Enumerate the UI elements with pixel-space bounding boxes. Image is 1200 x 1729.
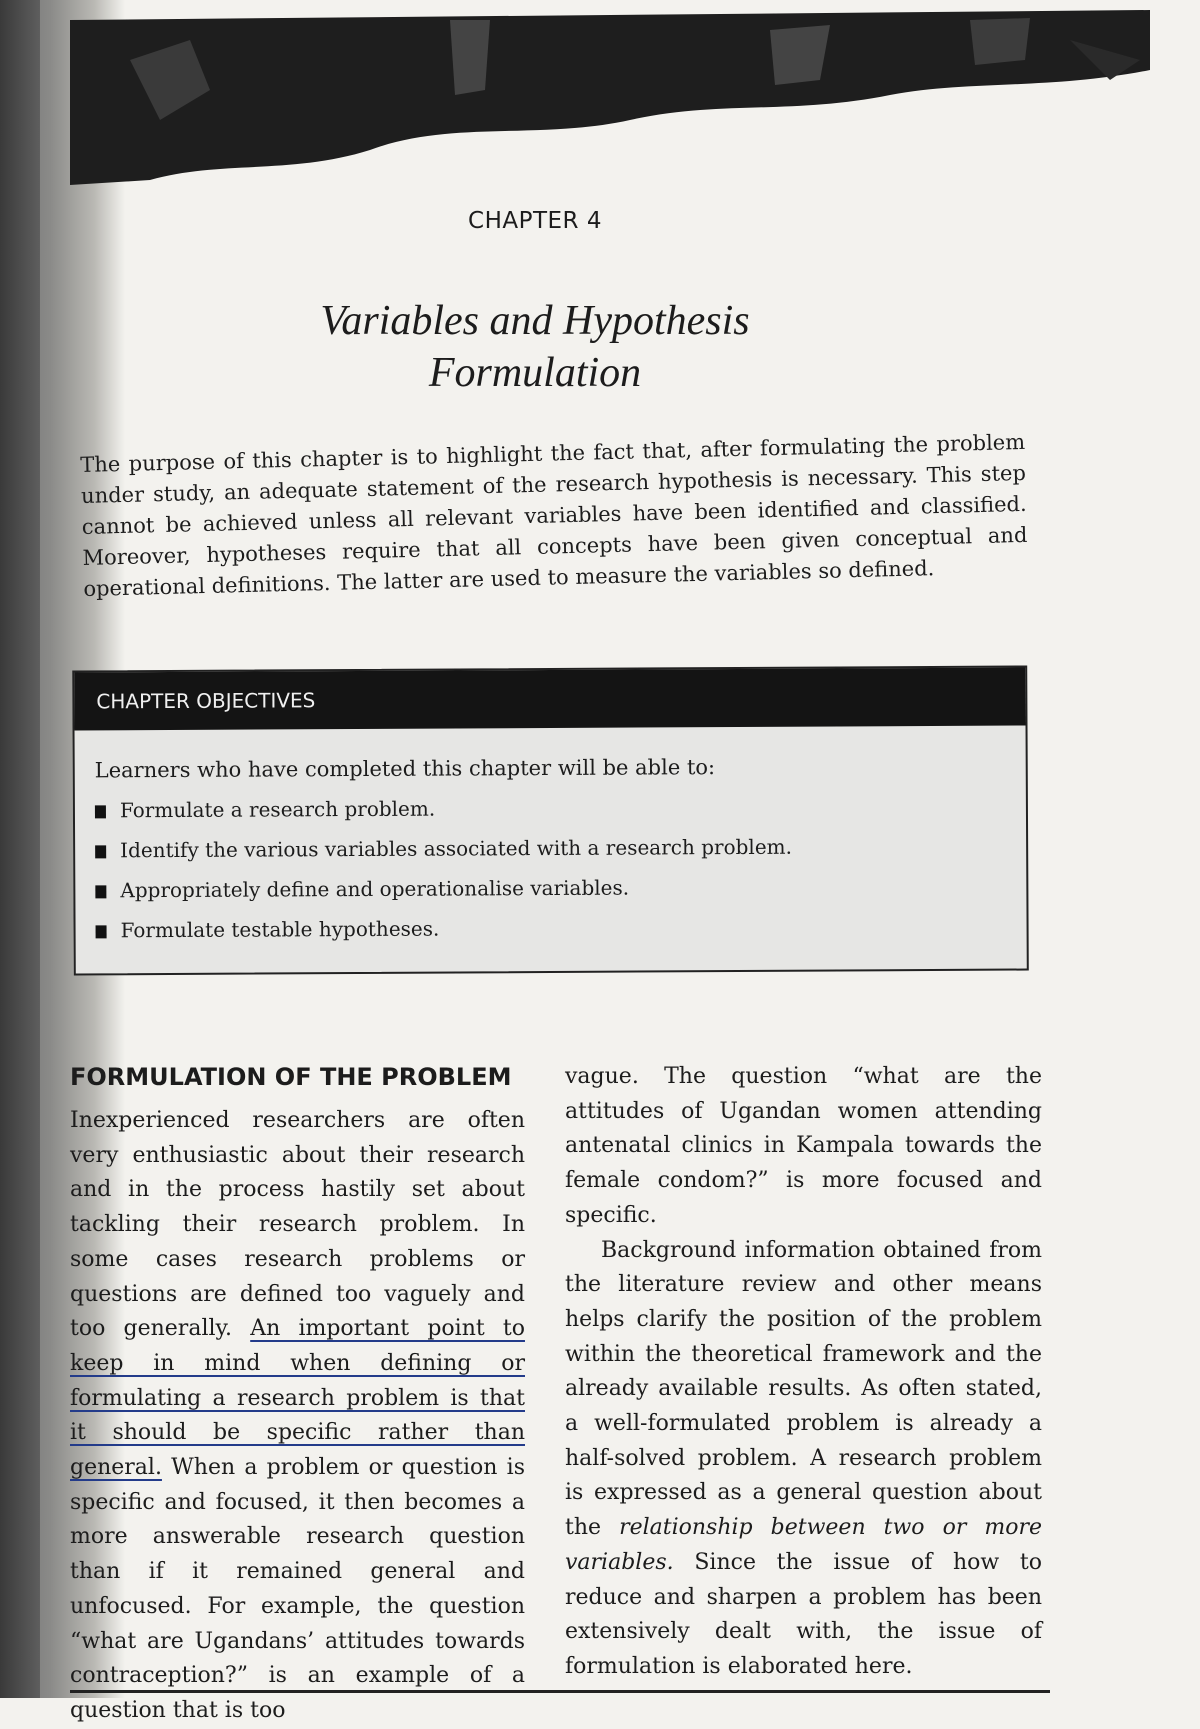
section-heading: FORMULATION OF THE PROBLEM <box>70 1063 512 1091</box>
underlined-key-point: An important point to keep in mind when defining or formulating a research problem is that it should be specific rather than general. <box>70 1316 525 1481</box>
objective-item <box>95 866 1026 911</box>
right-paragraph-2-end: Since the issue of how to reduce and sharpen a problem has been extensively dealt with, the issue of formulation is elaborated here. <box>565 1549 1042 1679</box>
chapter-label: CHAPTER 4 <box>468 208 602 234</box>
chapter-title <box>0 295 1070 399</box>
left-paragraph-start: Inexperienced researchers are often very enthusiastic about their research and in the process hastily set about tackling their research problem. In some cases research problems or questions are defined too vaguely and too generally. <box>70 1108 525 1342</box>
objective-text: Appropriately define and operationalise variables. <box>120 875 630 903</box>
objective-item <box>95 906 1026 951</box>
square-bullet-icon <box>96 925 107 938</box>
chapter-introduction: The purpose of this chapter is to highlight the fact that, after formulating the problem under study, an adequate statement of the research hypothesis is necessary. This step cannot be achieved unless all relevant variables have been identified and classified. Moreover, hypotheses require that all concepts have been given conceptual and operational definitions. The latter are used to measure the variables so defined. <box>80 429 1028 601</box>
right-paragraph-1: vague. The question “what are the attitudes of Ugandan women attending antenatal clinics in Kampala towards the female condom?” is more focused and specific. <box>565 1064 1042 1228</box>
right-paragraph-2 <box>565 1234 1042 1685</box>
right-paragraph-2-italic: relationship between two or more variables. <box>565 1515 1042 1575</box>
left-paragraph-end: When a problem or question is specific and focused, it then becomes a more answerable research question than if it remained general and unfocused. For example, the question “what are Ugandans’ attitudes towards contraception?” is an example of a question that is too <box>70 1455 525 1723</box>
left-column <box>70 1060 525 1729</box>
objectives-heading: CHAPTER OBJECTIVES <box>74 668 1025 731</box>
objective-text: Identify the various variables associated with a research problem. <box>120 834 793 863</box>
objective-item <box>95 826 1026 871</box>
left-paragraph <box>70 1104 525 1729</box>
square-bullet-icon <box>95 885 106 898</box>
objective-text: Formulate a research problem. <box>119 796 436 823</box>
page-bottom-rule <box>70 1690 1050 1693</box>
objective-text: Formulate testable hypotheses. <box>120 916 440 943</box>
square-bullet-icon <box>95 805 106 818</box>
objectives-intro: Learners who have completed this chapter will be able to: <box>94 755 716 783</box>
chapter-title-line-2: Formulation <box>428 350 642 396</box>
right-paragraph-2-start: Background information obtained from the literature review and other means helps clarify the position of the problem within the theoretical framework and the already available results. As often stated, a well-formulated problem is already a half-solved problem. A research problem is expressed as a general question about the <box>565 1237 1042 1541</box>
right-column <box>565 1060 1042 1685</box>
square-bullet-icon <box>95 845 106 858</box>
chapter-title-line-1: Variables and Hypothesis <box>320 298 750 344</box>
objectives-list <box>95 786 1027 951</box>
objective-item <box>95 786 1026 831</box>
chapter-objectives-box <box>72 666 1029 976</box>
